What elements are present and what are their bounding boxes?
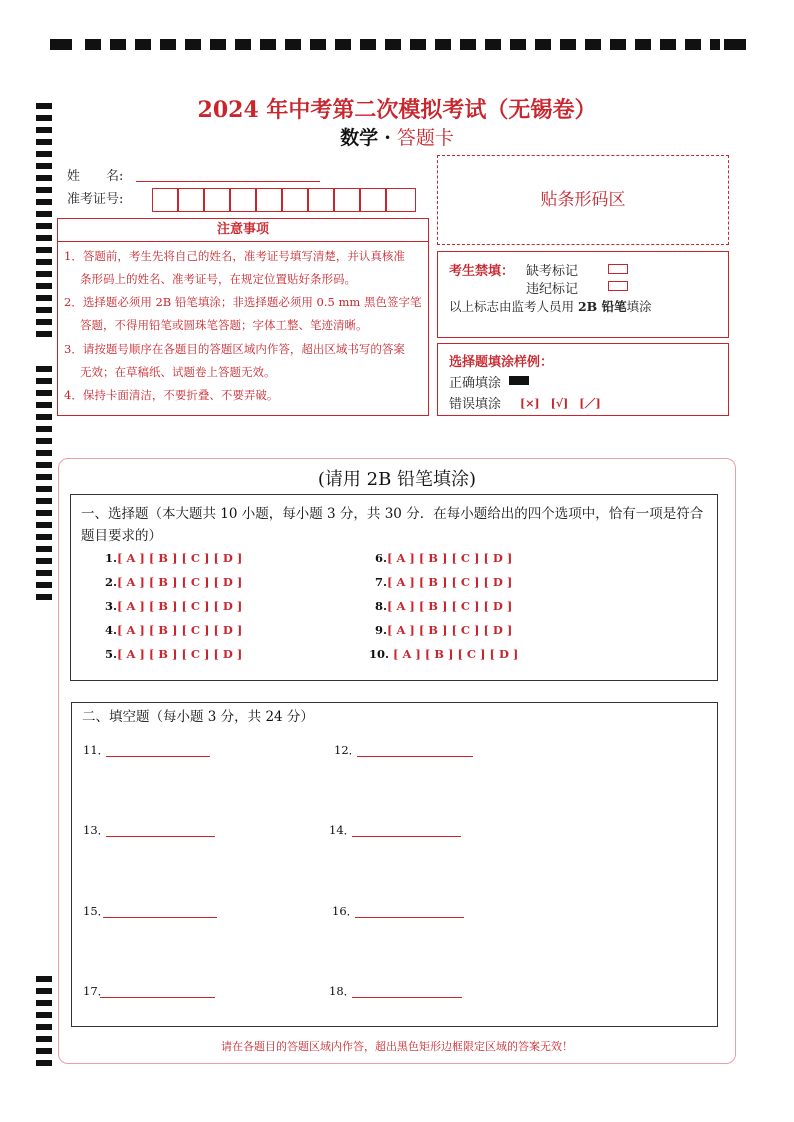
choice-options[interactable]: [ A ] [ B ] [ C ] [ D ] xyxy=(117,647,243,661)
choice-options[interactable]: [ A ] [ B ] [ C ] [ D ] xyxy=(393,647,519,661)
timing-mark xyxy=(585,39,601,50)
section1-heading: 一、选择题（本大题共 10 小题，每小题 3 分，共 30 分．在每小题给出的四个选项中，恰有一项是符合 xyxy=(81,506,704,522)
notice-item: 2．选择题必须用 2B 铅笔填涂；非选择题必须用 0.5 mm 黑色签字笔 xyxy=(64,295,422,309)
barcode-area: 贴条形码区 xyxy=(437,155,729,245)
choice-options[interactable]: [ A ] [ B ] [ C ] [ D ] xyxy=(117,599,243,613)
examiner-only-box xyxy=(437,251,729,338)
timing-mark xyxy=(36,988,52,994)
timing-mark xyxy=(36,510,52,516)
fill-blank-section xyxy=(71,702,718,1027)
timing-mark xyxy=(160,39,176,50)
choice-options[interactable]: [ A ] [ B ] [ C ] [ D ] xyxy=(387,575,513,589)
section2-heading: 二、填空题（每小题 3 分，共 24 分） xyxy=(82,709,314,725)
violation-mark-label: 违纪标记 xyxy=(526,282,579,297)
timing-mark xyxy=(36,187,52,193)
timing-mark xyxy=(36,1024,52,1030)
notice-item: 条形码上的姓名、准考证号，在规定位置贴好条形码。 xyxy=(80,272,356,286)
choice-options[interactable]: [ A ] [ B ] [ C ] [ D ] xyxy=(117,551,243,565)
section1-heading-cont: 题目要求的） xyxy=(81,528,162,544)
choice-row[interactable] xyxy=(105,551,242,565)
footer-warning: 请在各题目的答题区域内作答，超出黑色矩形边框限定区域的答案无效！ xyxy=(221,1040,573,1053)
fill-sample-box xyxy=(437,343,729,416)
timing-mark xyxy=(36,414,52,420)
name-label: 姓 名: xyxy=(67,169,124,184)
timing-mark xyxy=(310,39,326,50)
id-digit-box[interactable] xyxy=(308,188,334,212)
timing-mark xyxy=(36,307,52,313)
timing-mark xyxy=(36,319,52,325)
timing-mark xyxy=(360,39,376,50)
choice-options[interactable]: [ A ] [ B ] [ C ] [ D ] xyxy=(387,599,513,613)
blank-number: 15． xyxy=(83,904,110,918)
timing-mark xyxy=(36,259,52,265)
timing-mark xyxy=(185,39,201,50)
timing-mark xyxy=(36,283,52,289)
timing-mark xyxy=(435,39,451,50)
choice-row[interactable] xyxy=(375,575,512,589)
choice-row[interactable] xyxy=(105,623,242,637)
answer-line[interactable] xyxy=(352,996,462,998)
timing-mark xyxy=(36,450,52,456)
timing-mark xyxy=(85,39,101,50)
forbidden-note-suffix: 填涂 xyxy=(626,299,652,314)
timing-mark xyxy=(36,546,52,552)
name-field[interactable] xyxy=(136,180,320,182)
forbidden-label: 考生禁填： xyxy=(449,264,515,279)
timing-mark xyxy=(36,211,52,217)
correct-fill-mark xyxy=(509,376,529,385)
timing-mark xyxy=(460,39,476,50)
timing-mark xyxy=(285,39,301,50)
notice-item: 3．请按题号顺序在各题目的答题区域内作答，超出区域书写的答案 xyxy=(64,342,405,356)
answer-line[interactable] xyxy=(100,996,215,998)
id-digit-box[interactable] xyxy=(360,188,386,212)
answer-line[interactable] xyxy=(103,916,217,918)
timing-mark xyxy=(36,331,52,337)
title-dot: · xyxy=(384,127,391,149)
absent-mark-label: 缺考标记 xyxy=(526,264,579,279)
timing-mark xyxy=(36,223,52,229)
question-number: 9. xyxy=(375,623,388,637)
id-digit-box[interactable] xyxy=(334,188,360,212)
timing-mark xyxy=(36,247,52,253)
timing-mark xyxy=(36,235,52,241)
question-number: 5. xyxy=(105,647,118,661)
timing-mark xyxy=(36,522,52,528)
choice-options[interactable]: [ A ] [ B ] [ C ] [ D ] xyxy=(387,623,513,637)
answer-line[interactable] xyxy=(106,835,215,837)
sample-label: 选择题填涂样例： xyxy=(449,355,554,370)
timing-mark xyxy=(210,39,226,50)
timing-mark xyxy=(660,39,676,50)
timing-mark xyxy=(410,39,426,50)
answer-area-title: (请用 2B 铅笔填涂) xyxy=(317,469,477,490)
timing-mark xyxy=(36,426,52,432)
choice-options[interactable]: [ A ] [ B ] [ C ] [ D ] xyxy=(117,623,243,637)
timing-mark xyxy=(36,594,52,600)
subject-label: 数学 xyxy=(340,127,379,149)
timing-mark xyxy=(135,39,151,50)
notice-item: 4．保持卡面清洁，不要折叠、不要弄破。 xyxy=(64,388,279,402)
timing-mark xyxy=(36,570,52,576)
wrong-fill-label: 错误填涂 xyxy=(449,397,502,412)
timing-mark xyxy=(610,39,626,50)
id-digit-box[interactable] xyxy=(230,188,256,212)
id-digit-box[interactable] xyxy=(282,188,308,212)
multiple-choice-section xyxy=(70,494,718,681)
timing-mark xyxy=(110,39,126,50)
timing-mark xyxy=(36,498,52,504)
correct-fill-label: 正确填涂 xyxy=(449,376,502,391)
timing-mark xyxy=(335,39,351,50)
id-digit-box[interactable] xyxy=(152,188,178,212)
blank-number: 14． xyxy=(329,823,356,837)
question-number: 7. xyxy=(375,575,388,589)
timing-mark xyxy=(510,39,526,50)
blank-number: 16． xyxy=(332,904,359,918)
top-timing-marks xyxy=(50,39,746,51)
timing-mark xyxy=(36,534,52,540)
card-label: 答题卡 xyxy=(396,127,454,149)
blank-number: 13． xyxy=(83,823,110,837)
timing-mark xyxy=(560,39,576,50)
timing-mark xyxy=(36,163,52,169)
question-number: 1. xyxy=(105,551,118,565)
timing-mark xyxy=(36,199,52,205)
timing-mark xyxy=(724,39,746,50)
timing-mark xyxy=(36,271,52,277)
choice-row[interactable] xyxy=(105,599,242,613)
blank-number: 17． xyxy=(83,984,110,998)
notice-item: 1．答题前，考生先将自己的姓名，准考证号填写清楚，并认真核准 xyxy=(64,249,405,263)
timing-mark xyxy=(235,39,251,50)
notice-item: 无效；在草稿纸、试题卷上答题无效。 xyxy=(80,365,276,379)
question-number: 6. xyxy=(375,551,388,565)
question-number: 4. xyxy=(105,623,118,637)
timing-mark xyxy=(36,175,52,181)
timing-mark xyxy=(50,39,72,50)
choice-row[interactable] xyxy=(375,623,512,637)
choice-row[interactable] xyxy=(369,647,518,661)
id-digit-box[interactable] xyxy=(204,188,230,212)
choice-options[interactable]: [ A ] [ B ] [ C ] [ D ] xyxy=(387,551,513,565)
timing-mark xyxy=(36,438,52,444)
timing-mark xyxy=(36,1012,52,1018)
choice-options[interactable]: [ A ] [ B ] [ C ] [ D ] xyxy=(117,575,243,589)
question-number: 2. xyxy=(105,575,118,589)
id-digit-box[interactable] xyxy=(386,188,416,212)
timing-mark xyxy=(36,976,52,982)
timing-mark xyxy=(385,39,401,50)
timing-mark xyxy=(260,39,276,50)
timing-mark xyxy=(36,295,52,301)
choice-row[interactable] xyxy=(105,575,242,589)
timing-mark xyxy=(685,39,701,50)
forbidden-note xyxy=(449,297,652,315)
violation-mark-box[interactable] xyxy=(608,281,628,291)
timing-mark xyxy=(36,402,52,408)
exam-id-label: 准考证号: xyxy=(67,192,124,207)
blank-number: 11． xyxy=(83,743,110,757)
timing-mark xyxy=(36,151,52,157)
choice-row[interactable] xyxy=(375,551,512,565)
absent-mark-box[interactable] xyxy=(608,264,628,274)
question-number: 10. xyxy=(369,647,390,661)
id-digit-box[interactable] xyxy=(178,188,204,212)
timing-mark xyxy=(36,390,52,396)
question-number: 8. xyxy=(375,599,388,613)
answer-line[interactable] xyxy=(355,916,464,918)
notice-box xyxy=(57,218,429,416)
blank-number: 12． xyxy=(334,743,361,757)
notice-item: 答题，不得用铅笔或圆珠笔答题；字体工整、笔迹清晰。 xyxy=(80,318,368,332)
timing-mark xyxy=(36,582,52,588)
page-subtitle xyxy=(0,123,794,150)
timing-mark xyxy=(36,378,52,384)
answer-line[interactable] xyxy=(352,835,461,837)
timing-mark xyxy=(635,39,651,50)
timing-mark xyxy=(36,1000,52,1006)
timing-mark xyxy=(36,558,52,564)
answer-line[interactable] xyxy=(106,755,210,757)
timing-mark xyxy=(485,39,501,50)
forbidden-note-bold: 2B 铅笔 xyxy=(577,299,627,314)
notice-heading: 注意事项 xyxy=(58,219,428,242)
timing-mark xyxy=(710,39,720,50)
choice-row[interactable] xyxy=(105,647,242,661)
id-digit-box[interactable] xyxy=(256,188,282,212)
timing-mark xyxy=(36,1060,52,1066)
timing-mark xyxy=(36,366,52,372)
answer-line[interactable] xyxy=(357,755,473,757)
question-number: 3. xyxy=(105,599,118,613)
blank-number: 18． xyxy=(329,984,356,998)
wrong-fill-marks: [×] [√] [／] xyxy=(520,397,601,410)
choice-row[interactable] xyxy=(375,599,512,613)
page-title: 2024 年中考第二次模拟考试（无锡卷） xyxy=(197,97,597,123)
forbidden-note-prefix: 以上标志由监考人员用 xyxy=(449,299,578,314)
timing-mark xyxy=(535,39,551,50)
